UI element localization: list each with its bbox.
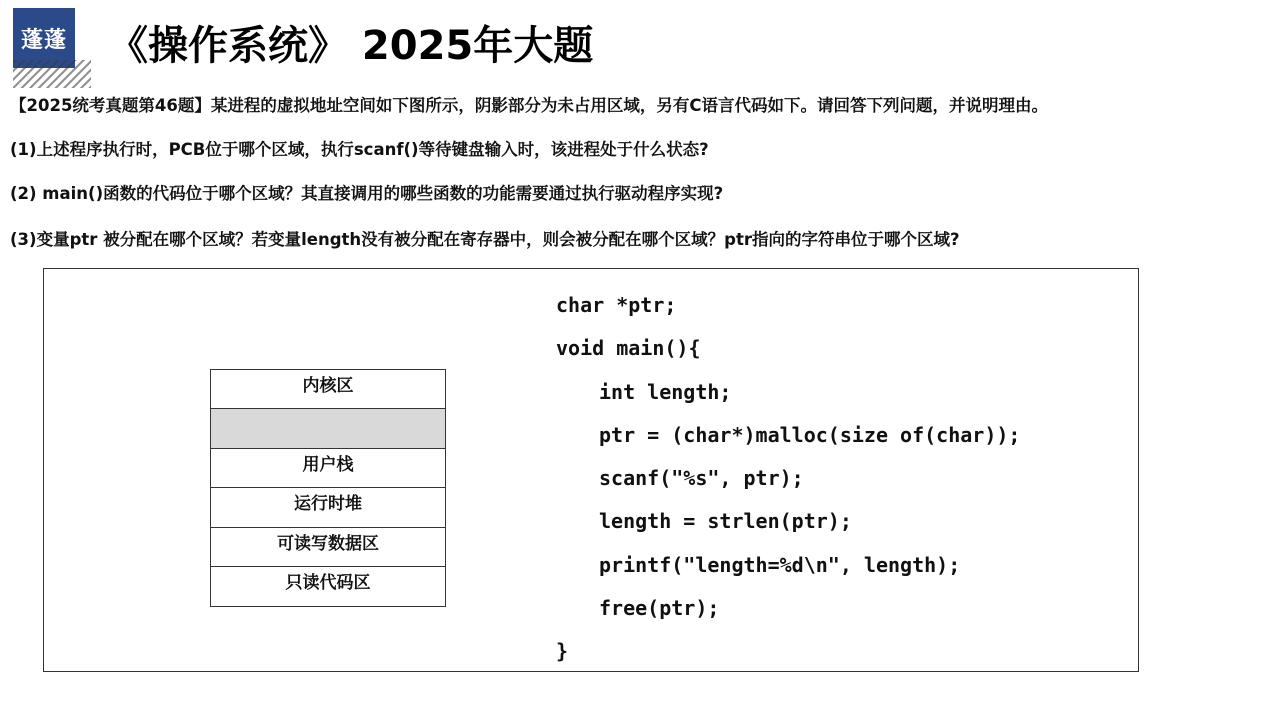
- code-line: ptr = (char*)malloc(size of(char));: [599, 422, 1021, 447]
- code-line: scanf("%s", ptr);: [599, 466, 804, 491]
- memory-region-kernel: 内核区: [211, 370, 445, 409]
- code-line: char *ptr;: [556, 293, 677, 317]
- code-line: length = strlen(ptr);: [599, 509, 852, 534]
- code-line: int length;: [599, 379, 732, 404]
- page-title: 《操作系统》 2025年大题: [108, 23, 594, 69]
- memory-region-rw-data: 可读写数据区: [211, 528, 445, 567]
- memory-region-unused: [211, 409, 445, 448]
- logo: [13, 8, 75, 68]
- code-line: free(ptr);: [599, 596, 720, 621]
- memory-region-ro-code: 只读代码区: [285, 572, 371, 593]
- code-line: }: [556, 639, 569, 664]
- question-intro: 【2025统考真题第46题】某进程的虚拟地址空间如下图所示，阴影部分为未占用区域，另有C语言代码如下。请回答下列问题，并说明理由。: [10, 96, 1048, 115]
- logo-text: 蓬蓬: [20, 27, 67, 53]
- memory-region-heap: 运行时堆: [211, 488, 445, 527]
- code-line: printf("length=%d\n", length);: [599, 552, 961, 577]
- code-line: void main(){: [556, 336, 701, 361]
- code-block: [556, 289, 1020, 679]
- logo-stripes-decoration: [13, 60, 91, 88]
- question-1: (1)上述程序执行时，PCB位于哪个区域，执行scanf()等待键盘输入时，该进程处于什么状态?: [10, 140, 709, 159]
- memory-layout-diagram: [210, 369, 446, 607]
- figure-box: [43, 268, 1139, 672]
- memory-region-user-stack: 用户栈: [211, 449, 445, 488]
- question-2: (2) main()函数的代码位于哪个区域？其直接调用的哪些函数的功能需要通过执行驱动程序实现?: [10, 184, 724, 203]
- question-3: (3)变量ptr 被分配在哪个区域？若变量length没有被分配在寄存器中，则会被分配在哪个区域？ptr指向的字符串位于哪个区域?: [10, 230, 960, 249]
